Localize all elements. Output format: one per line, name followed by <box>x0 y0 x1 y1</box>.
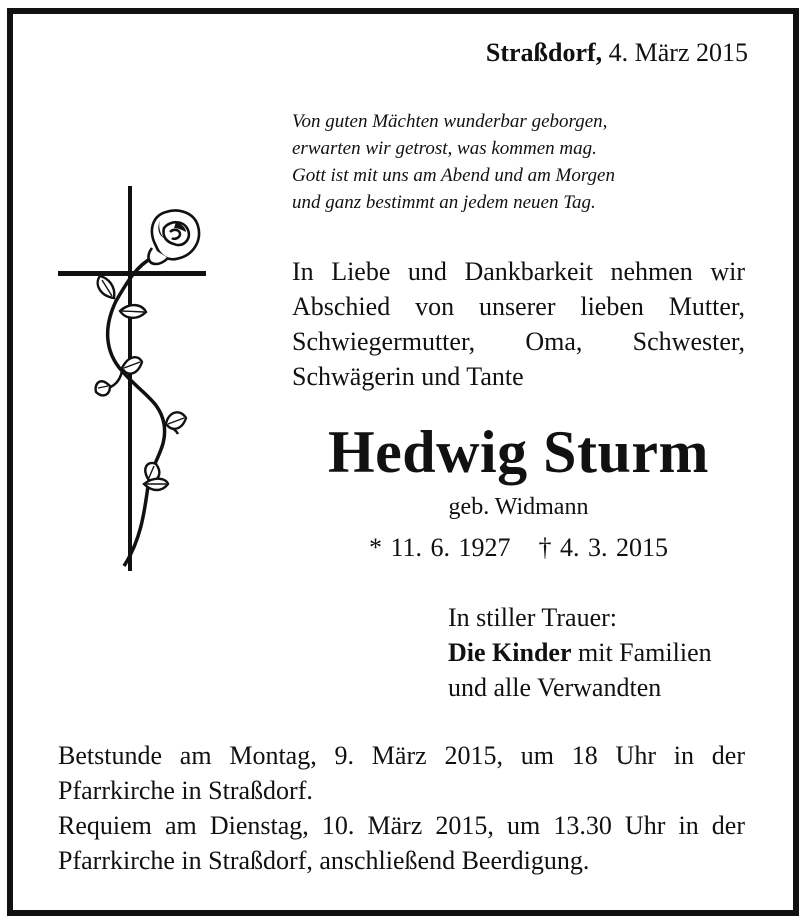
intro-line: Schwägerin und Tante <box>292 362 524 391</box>
mourners-line: In stiller Trauer: <box>448 603 617 632</box>
place-date <box>486 38 748 68</box>
deceased-name: Hedwig Sturm <box>328 419 709 485</box>
service-line: Pfarrkirche in Straßdorf. <box>58 776 313 805</box>
intro-line: In Liebe und Dankbarkeit nehmen wir <box>292 257 745 286</box>
poem <box>292 108 615 216</box>
death-date: † 4. 3. 2015 <box>538 533 669 562</box>
mourners-rest: mit Familien <box>571 638 712 667</box>
mourners <box>448 600 712 705</box>
intro-line: Abschied von unserer lieben Mutter, <box>292 292 745 321</box>
service-line: Betstunde am Montag, 9. März 2015, um 18 Uhr in der <box>58 741 745 770</box>
poem-line: Von guten Mächten wunderbar geborgen, <box>292 111 608 132</box>
poem-line: und ganz bestimmt an jedem neuen Tag. <box>292 192 596 213</box>
maiden-name: geb. Widmann <box>448 494 589 520</box>
date: 4. März 2015 <box>608 38 748 67</box>
service-line: Requiem am Dienstag, 10. März 2015, um 13.30 Uhr in der <box>58 811 745 840</box>
mourners-line: und alle Verwandten <box>448 673 662 702</box>
mourners-bold: Die Kinder <box>448 638 572 667</box>
intro-text <box>292 254 745 394</box>
poem-line: erwarten wir getrost, was kommen mag. <box>292 138 597 159</box>
service-line: Pfarrkirche in Straßdorf, anschließend Beerdigung. <box>58 846 590 875</box>
intro-line: Schwiegermutter, Oma, Schwester, <box>292 327 745 356</box>
cross-with-rose-icon <box>56 186 216 571</box>
mourners-line <box>448 635 712 670</box>
life-dates <box>292 533 745 563</box>
service-info <box>58 738 745 878</box>
poem-line: Gott ist mit uns am Abend und am Morgen <box>292 165 615 186</box>
birth-date: * 11. 6. 1927 <box>368 533 511 562</box>
place: Straßdorf, <box>485 38 603 67</box>
